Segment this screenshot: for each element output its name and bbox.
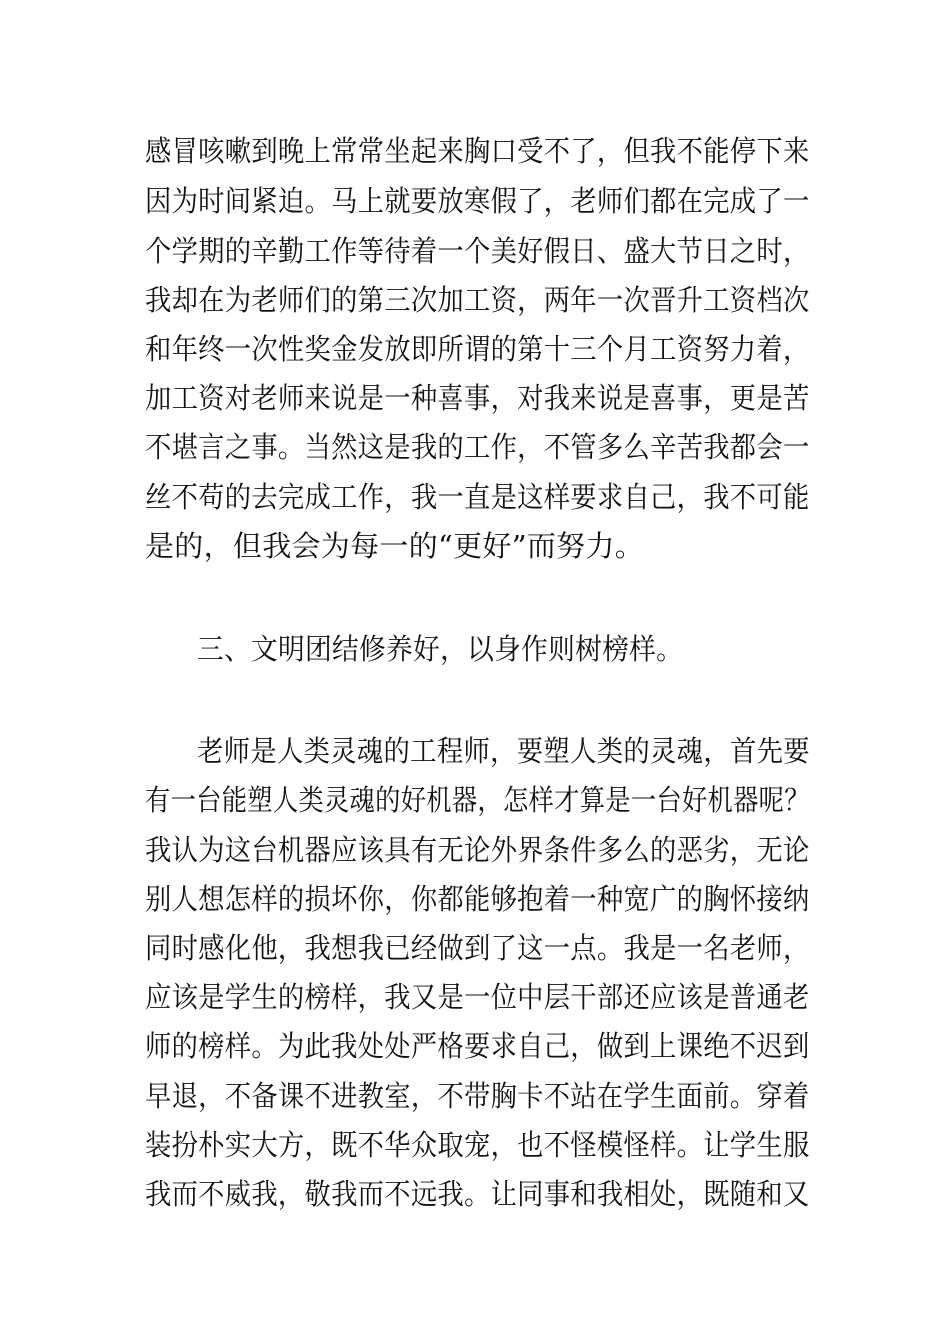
paragraph-line: 是的，但我会为每一的“更好”而努力。: [145, 529, 645, 563]
paragraph-line: 加工资对老师来说是一种喜事，对我来说是喜事，更是苦: [145, 381, 810, 415]
paragraph-line: 不堪言之事。当然这是我的工作，不管多么辛苦我都会一: [145, 430, 810, 464]
paragraph-line: 别人想怎样的损坏你，你都能够抱着一种宽广的胸怀接纳: [145, 882, 810, 916]
paragraph-line: 因为时间紧迫。马上就要放寒假了，老师们都在完成了一: [145, 184, 810, 218]
paragraph-line: 丝不苟的去完成工作，我一直是这样要求自己，我不可能: [145, 480, 810, 514]
paragraph-line: 老师是人类灵魂的工程师，要塑人类的灵魂，首先要: [197, 734, 810, 768]
paragraph-line: 早退，不备课不进教室，不带胸卡不站在学生面前。穿着: [145, 1079, 810, 1113]
paragraph-line: 师的榜样。为此我处处严格要求自己，做到上课绝不迟到: [145, 1029, 810, 1063]
paragraph-line: 我而不威我，敬我而不远我。让同事和我相处，既随和又: [145, 1177, 810, 1211]
paragraph-line: 和年终一次性奖金发放即所谓的第十三个月工资努力着，: [145, 332, 810, 366]
paragraph-line: 我却在为老师们的第三次加工资，两年一次晋升工资档次: [145, 283, 810, 317]
paragraph-line: 我认为这台机器应该具有无论外界条件多么的恶劣，无论: [145, 833, 810, 867]
paragraph-line: 应该是学生的榜样，我又是一位中层干部还应该是普通老: [145, 980, 810, 1014]
paragraph-line: 个学期的辛勤工作等待着一个美好假日、盛大节日之时，: [145, 234, 810, 268]
paragraph-line: 装扮朴实大方，既不华众取宠，也不怪模怪样。让学生服: [145, 1128, 810, 1162]
paragraph-line: 感冒咳嗽到晚上常常坐起来胸口受不了，但我不能停下来: [145, 134, 810, 168]
section-heading: 三、文明团结修养好，以身作则树榜样。: [197, 632, 684, 666]
paragraph-line: 同时感化他，我想我已经做到了这一点。我是一名老师，: [145, 931, 810, 965]
paragraph-line: 有一台能塑人类灵魂的好机器，怎样才算是一台好机器呢？: [145, 783, 810, 817]
